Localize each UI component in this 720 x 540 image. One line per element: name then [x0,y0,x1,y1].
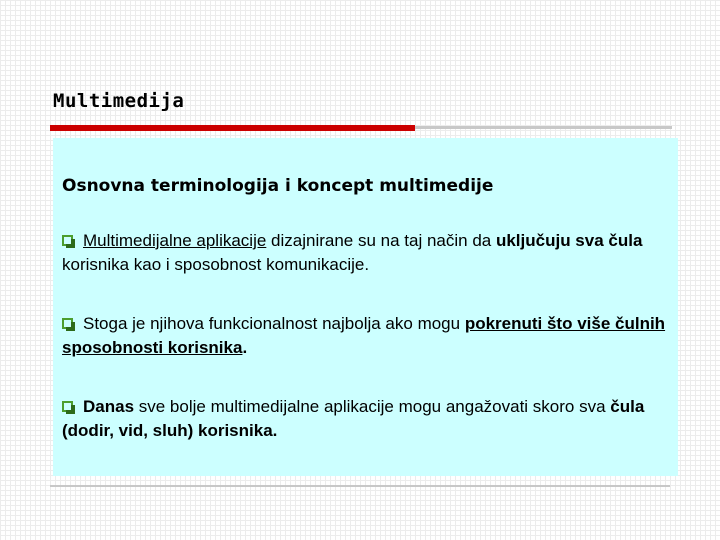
slide-subtitle: Osnovna terminologija i koncept multimedije [62,176,494,196]
bullet-item [62,229,674,277]
bullet-text-run: dizajnirane su na taj način da [266,231,496,250]
bullet-item [62,312,674,360]
bullet-text-run: čula (dodir, vid, sluh) korisnika. [62,397,645,440]
bullet-text-run: pokrenuti što više čulnih sposobnosti korisnika [62,314,666,357]
bullet-text-run: Stoga je njihova funkcionalnost najbolja ako mogu [83,314,465,333]
bullet-text-run: uključuju sva čula [495,231,643,250]
square-bullet-icon [62,318,73,329]
bullet-text-run: sve bolje multimedijalne aplikacije mogu angažovati skoro sva [134,397,611,416]
bullet-text-run: Danas [83,397,135,416]
footer-rule [50,485,670,487]
bullet-item [62,395,674,443]
bullet-text-run: korisnika kao i sposobnost komunikacije. [62,255,370,274]
slide-title: Multimedija [53,90,185,112]
bullet-text [62,231,642,274]
bullet-text [62,314,665,357]
square-bullet-icon [62,235,73,246]
title-underline-accent [50,125,415,131]
bullet-text [62,397,644,440]
bullet-text-run: Multimedijalne aplikacije [83,231,267,250]
square-bullet-icon [62,401,73,412]
title-underline-rule [415,126,672,129]
bullet-text-run: . [242,338,248,357]
